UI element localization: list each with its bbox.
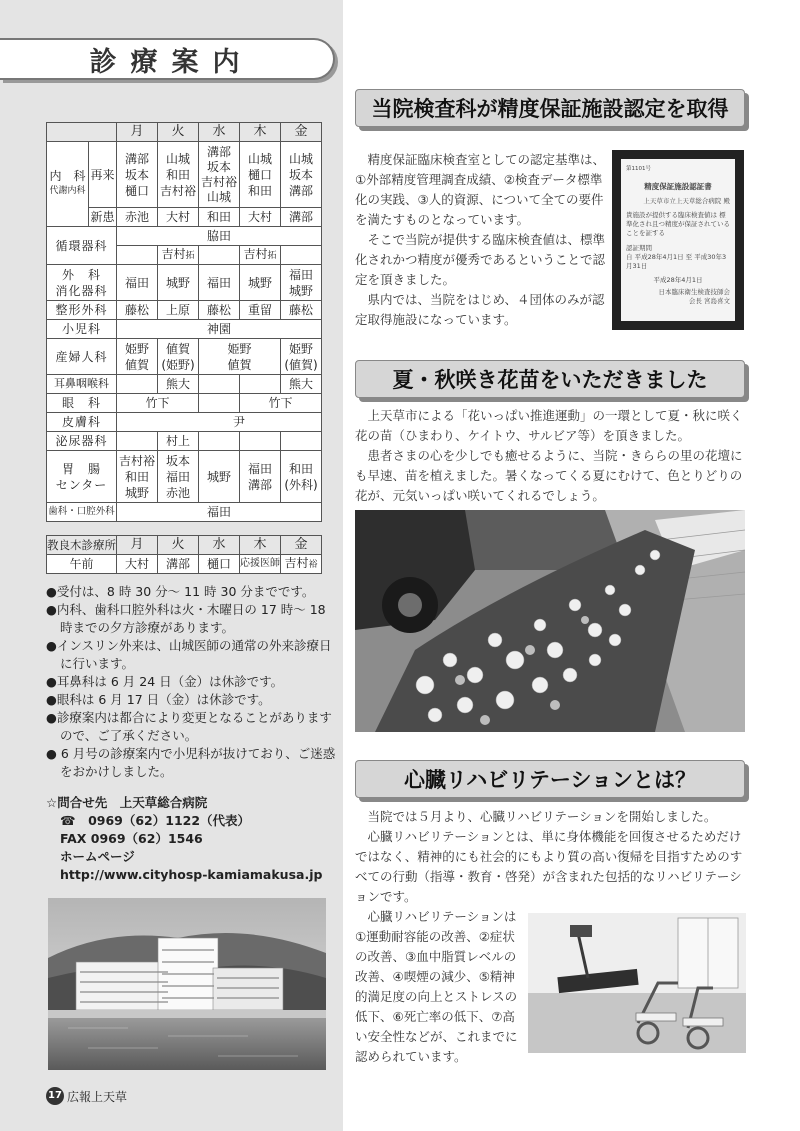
cert-date: 平成28年4月1日 — [653, 276, 703, 284]
geka-wed: 福田 — [199, 265, 240, 301]
cert-issuer: 日本臨床衛生検査技師会 — [658, 288, 730, 296]
flowers-paragraph-1: 上天草市による「花いっぱい推進運動」の一環として夏・秋に咲く花の苗（ひまわり、ケイトウ、サルビア等）を頂きました。 — [355, 408, 743, 443]
contact-tel: ☎ 0969（62）1122（代表） — [60, 813, 251, 828]
ichou-tue: 坂本 福田 赤池 — [158, 451, 199, 503]
day-mon: 月 — [117, 123, 158, 142]
note-item: ●眼科は 6 月 17 日（金）は休診です。 — [46, 692, 271, 707]
hospital-photo — [48, 898, 326, 1070]
day-tue: 火 — [158, 123, 199, 142]
schedule-table — [46, 122, 322, 522]
sanfu-fri: 姫野 (値賀) — [281, 339, 322, 375]
saiko-thu: 山城 樋口 和田 — [240, 142, 281, 208]
certificate-photo — [612, 150, 744, 330]
rehab-paragraph-3: 心臓リハビリテーションは①運動耐容能の改善、②症状の改善、③血中脂質レベルの改善、④喫煙の減少、⑤精神的満足度の向上とストレスの低下、⑥死亡率の低下、⑦高い安全性などが、これまでに認められています。 — [355, 909, 518, 1064]
cert-paragraph-2: そこで当院が提供する臨床検査値は、標準化されかつ精度が優秀であるということで認定を頂きました。 — [355, 232, 606, 287]
dept-sanfu: 産婦人科 — [47, 339, 117, 375]
cert-paragraph-1: 精度保証臨床検査室としての認定基準は、①外部精度管理調査成績、②検査データ標準化の実践、③人的資源、について全ての要件を満たすものとなっています。 — [355, 152, 606, 227]
dept-geka: 外 科 消化器科 — [47, 265, 117, 301]
cert-president: 会長 宮島喜文 — [688, 297, 730, 305]
flower-bed-photo — [355, 510, 745, 732]
day-thu: 木 — [240, 123, 281, 142]
cert-period-label: 認証期間 — [626, 244, 652, 252]
kyora-am-mon: 大村 — [117, 555, 158, 574]
saiko-mon: 溝部 坂本 樋口 — [117, 142, 158, 208]
saiko-wed: 溝部 坂本 吉村裕 山城 — [199, 142, 240, 208]
header-corner — [47, 123, 117, 142]
notes-list — [46, 583, 338, 781]
day-fri: 金 — [281, 123, 322, 142]
jibi-tue: 熊大 — [158, 375, 199, 394]
saiko-fri: 山城 坂本 溝部 — [281, 142, 322, 208]
contact-block — [46, 794, 338, 884]
kyora-label: 教良木診療所 — [47, 536, 117, 555]
publication-name: 広報上天草 — [67, 1089, 128, 1104]
hinyo-thu — [240, 432, 281, 451]
kyora-day-fri: 金 — [281, 536, 322, 555]
ganka-wed — [199, 394, 240, 413]
section-heading-flowers: 夏・秋咲き花苗をいただきました — [355, 360, 745, 398]
kyora-am-label: 午前 — [47, 555, 117, 574]
ganka-thufri: 竹下 — [240, 394, 322, 413]
junkan-tue-name: 吉村 — [161, 247, 186, 261]
geka-mon: 福田 — [117, 265, 158, 301]
hinyo-wed — [199, 432, 240, 451]
saiko-tue: 山城 和田 吉村裕 — [158, 142, 199, 208]
junkan-tue-small: 拓 — [185, 251, 195, 261]
dept-junkan: 循環器科 — [47, 227, 117, 265]
dept-naika — [47, 142, 89, 227]
cert-recipient: 上天草市立上天草総合病院 殿 — [643, 197, 730, 205]
kyora-am-tue: 溝部 — [158, 555, 199, 574]
shika-all: 福田 — [117, 503, 322, 522]
junkan-thu-small: 拓 — [267, 251, 277, 261]
sanfu-tue: 値賀 (姫野) — [158, 339, 199, 375]
note-item: ●耳鼻科は 6 月 24 日（金）は休診です。 — [46, 674, 284, 689]
junkan-fri — [281, 246, 322, 265]
shinkan-tue: 大村 — [158, 208, 199, 227]
rehab-paragraph-1: 当院では５月より、心臓リハビリテーションを開始しました。 — [367, 809, 717, 824]
dept-jibi: 耳鼻咽喉科 — [47, 375, 117, 394]
hinyo-fri — [281, 432, 322, 451]
ichou-fri: 和田 (外科) — [281, 451, 322, 503]
jibi-thu — [240, 375, 281, 394]
shoni-all: 神園 — [117, 320, 322, 339]
hinyo-tue: 村上 — [158, 432, 199, 451]
page-title: 診療案内 — [0, 38, 335, 80]
shinkan-thu: 大村 — [240, 208, 281, 227]
jibi-wed — [199, 375, 240, 394]
cert-title: 精度保証施設認証書 — [644, 182, 712, 191]
section-heading-cert: 当院検査科が精度保証施設認定を取得 — [355, 89, 745, 127]
note-item: ●受付は、8 時 30 分～ 11 時 30 分までです。 — [46, 584, 315, 599]
contact-url[interactable]: http://www.cityhosp-kamiamakusa.jp — [60, 867, 323, 882]
dept-naika-sub: 代謝内科 — [49, 186, 86, 196]
jibi-fri: 熊大 — [281, 375, 322, 394]
note-item: ●内科、歯科口腔外科は火・木曜日の 17 時～ 18 時までの夕方診療があります。 — [46, 602, 326, 635]
contact-heading: ☆問合せ先 上天草総合病院 — [46, 795, 208, 810]
junkan-mon — [117, 246, 158, 265]
note-item: ● 6 月号の診療案内で小児科が抜けており、ご迷惑をおかけしました。 — [46, 746, 336, 779]
geka-tue: 城野 — [158, 265, 199, 301]
shinkan-label: 新患 — [89, 208, 117, 227]
note-item: ●インスリン外来は、山城医師の通常の外来診療日に行います。 — [46, 638, 332, 671]
kyora-am-thu: 応援医師 — [240, 555, 281, 574]
cert-body: 貴施設が提供する臨床検査値は 標準化され且つ精度が保証されていることを証する — [626, 211, 730, 237]
rehab-paragraph-2: 心臓リハビリテーションとは、単に身体機能を回復させるためだけではなく、精神的にも社会的にもより質の高い復帰を目指すためのすべての行動（指導・教育・啓発）が含まれた包括的なリハビリテーションです。 — [355, 829, 743, 904]
seikei-tue: 上原 — [158, 301, 199, 320]
kyora-am-fri-small: 裕 — [308, 560, 318, 570]
ichou-thu: 福田 溝部 — [240, 451, 281, 503]
cert-no: 第1101号 — [626, 166, 651, 172]
kyora-table — [46, 535, 322, 574]
contact-hp-label: ホームページ — [60, 849, 135, 864]
geka-thu: 城野 — [240, 265, 281, 301]
day-wed: 水 — [199, 123, 240, 142]
section-heading-rehab: 心臓リハビリテーションとは？ — [355, 760, 745, 798]
page-number: 17 — [46, 1087, 64, 1105]
dept-ganka: 眼 科 — [47, 394, 117, 413]
flowers-paragraph-2: 患者さまの心を少しでも癒せるように、当院・きららの里の花壇にも早速、苗を植えました。暑くなってくる夏にむけて、色とりどりの花が、元気いっぱい咲いてくれるでしょう。 — [355, 448, 743, 503]
seikei-wed: 藤松 — [199, 301, 240, 320]
kyora-day-thu: 木 — [240, 536, 281, 555]
hinyo-mon — [117, 432, 158, 451]
dept-shoni: 小児科 — [47, 320, 117, 339]
kyora-am-fri-name: 吉村 — [284, 556, 309, 570]
kyora-day-mon: 月 — [117, 536, 158, 555]
hifu-all: 尹 — [117, 413, 322, 432]
dept-ichou: 胃 腸 センター — [47, 451, 117, 503]
saiko-label: 再来 — [89, 142, 117, 208]
cert-period: 自 平成28年4月1日 至 平成30年3月31日 — [626, 253, 727, 270]
seikei-mon: 藤松 — [117, 301, 158, 320]
kyora-am-fri — [281, 555, 322, 574]
sanfu-wedthu: 姫野 値賀 — [199, 339, 281, 375]
shinkan-mon: 赤池 — [117, 208, 158, 227]
ichou-mon: 吉村裕 和田 城野 — [117, 451, 158, 503]
dept-naika-label: 内 科 — [49, 169, 86, 183]
sanfu-mon: 姫野 値賀 — [117, 339, 158, 375]
geka-fri: 福田 城野 — [281, 265, 322, 301]
junkan-all: 脇田 — [117, 227, 322, 246]
ganka-montue: 竹下 — [117, 394, 199, 413]
junkan-thu — [240, 246, 281, 265]
junkan-tue — [158, 246, 199, 265]
page-footer — [46, 1087, 127, 1105]
jibi-mon — [117, 375, 158, 394]
kyora-day-wed: 水 — [199, 536, 240, 555]
seikei-fri: 藤松 — [281, 301, 322, 320]
seikei-thu: 重留 — [240, 301, 281, 320]
shinkan-wed: 和田 — [199, 208, 240, 227]
dept-hifu: 皮膚科 — [47, 413, 117, 432]
dept-hinyo: 泌尿器科 — [47, 432, 117, 451]
shinkan-fri: 溝部 — [281, 208, 322, 227]
dept-shika: 歯科・口腔外科 — [47, 503, 117, 522]
kyora-am-wed: 樋口 — [199, 555, 240, 574]
dept-seikei: 整形外科 — [47, 301, 117, 320]
junkan-thu-name: 吉村 — [243, 247, 268, 261]
note-item: ●診療案内は都合により変更となることがありますので、ご了承ください。 — [46, 710, 332, 743]
cert-paragraph-3: 県内では、当院をはじめ、４団体のみが認定取得施設になっています。 — [355, 292, 605, 327]
ichou-wed: 城野 — [199, 451, 240, 503]
contact-fax: FAX 0969（62）1546 — [60, 831, 203, 846]
rehab-room-photo — [528, 913, 746, 1053]
junkan-wed — [199, 246, 240, 265]
kyora-day-tue: 火 — [158, 536, 199, 555]
